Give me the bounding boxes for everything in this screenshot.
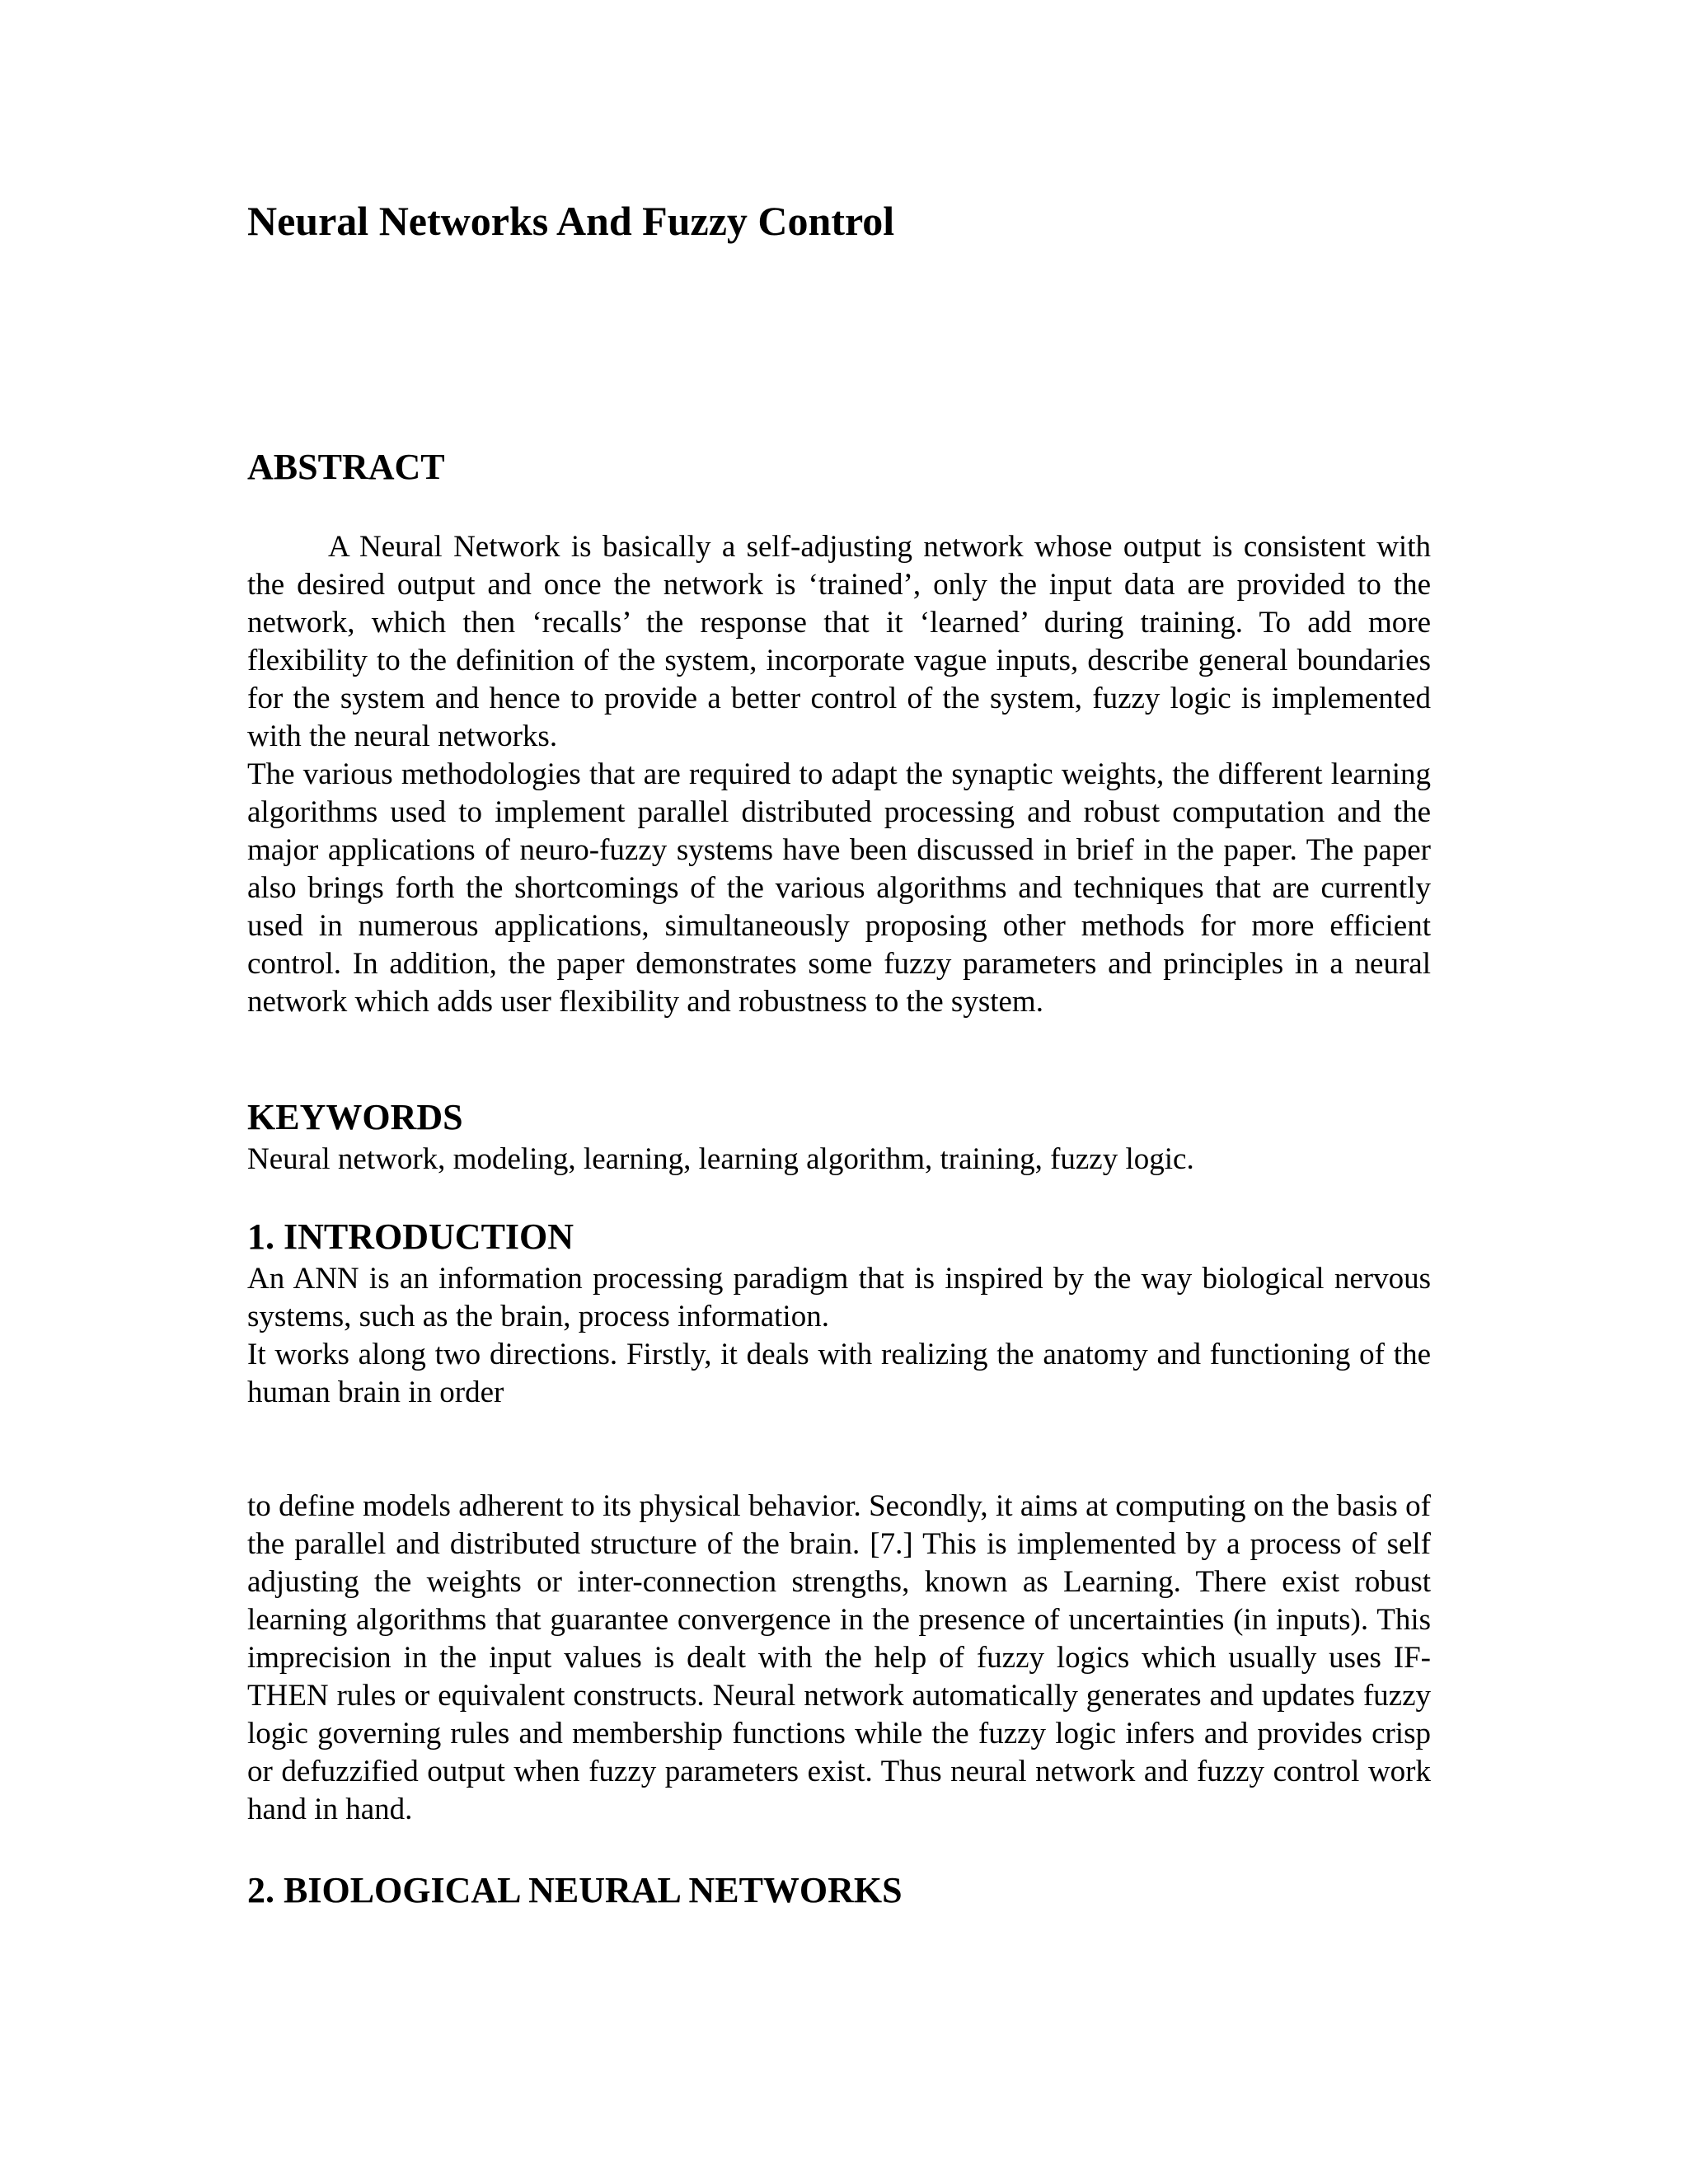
abstract-paragraph-1: A Neural Network is basically a self-adjusting network whose output is consistent with the desired output and once the network is ‘trained’, only the input data are provided to the network, which then ‘recalls’ the response that it ‘learned’ during training. To add more flexibility to the definition of the system, incorporate vague inputs, describe general boundaries for the system and hence to provide a better control of the system, fuzzy logic is implemented with the neural networks. (247, 530, 1431, 753)
paper-title: Neural Networks And Fuzzy Control (247, 198, 895, 244)
introduction-paragraph-2: It works along two directions. Firstly, it deals with realizing the anatomy and functioning of the human brain in order (247, 1338, 1431, 1409)
abstract-paragraph-2: The various methodologies that are required to adapt the synaptic weights, the different learning algorithms used to implement parallel distributed processing and robust computation and the major applications of neuro-fuzzy systems have been discussed in brief in the paper. The paper also brings forth the shortcomings of the various algorithms and techniques that are currently used in numerous applications, simultaneously proposing other methods for more efficient control. In addition, the paper demonstrates some fuzzy parameters and principles in a neural network which adds user flexibility and robustness to the system. (247, 757, 1431, 1019)
keywords-heading: KEYWORDS (247, 1097, 463, 1137)
introduction-paragraph-3: to define models adherent to its physical behavior. Secondly, it aims at computing on the basis of the parallel and distributed structure of the brain. [7.] This is implemented by a process of self adjusting the weights or inter-connection strengths, known as Learning. There exist robust learning algorithms that guarantee convergence in the presence of uncertainties (in inputs). This imprecision in the input values is dealt with the help of fuzzy logics which usually uses IF-THEN rules or equivalent constructs. Neural network automatically generates and updates fuzzy logic governing rules and membership functions while the fuzzy logic infers and provides crisp or defuzzified output when fuzzy parameters exist. Thus neural network and fuzzy control work hand in hand. (247, 1489, 1431, 1826)
introduction-paragraph-1: An ANN is an information processing paradigm that is inspired by the way biological nervous systems, such as the brain, process information. (247, 1262, 1431, 1333)
abstract-heading: ABSTRACT (247, 447, 445, 487)
introduction-heading: 1. INTRODUCTION (247, 1216, 574, 1257)
keywords-text: Neural network, modeling, learning, learning algorithm, training, fuzzy logic. (247, 1142, 1194, 1176)
section-2-heading: 2. BIOLOGICAL NEURAL NETWORKS (247, 1870, 903, 1910)
